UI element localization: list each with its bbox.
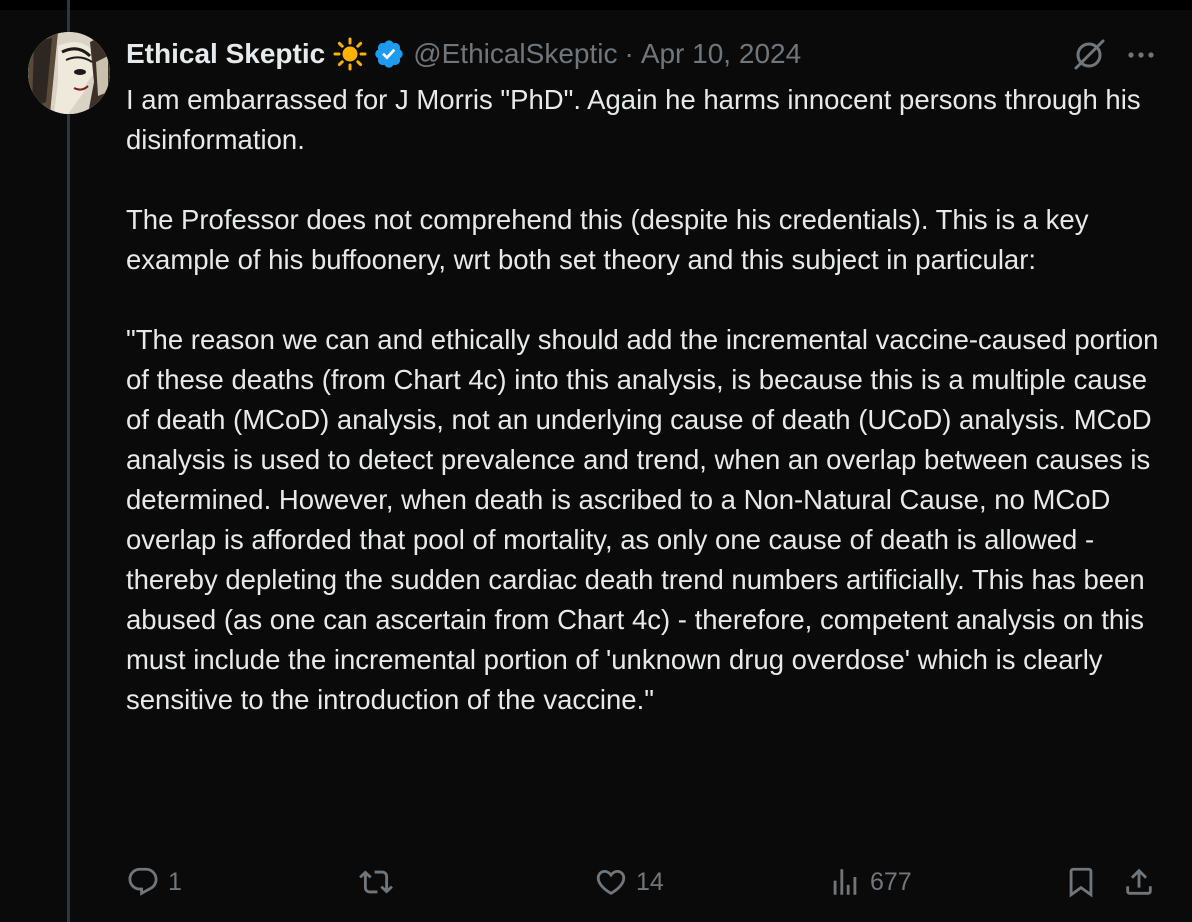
share-button[interactable] [1122,862,1156,902]
sun-emoji-icon [333,37,367,71]
top-separator [0,0,1192,10]
avatar-image [28,32,110,114]
action-bar [126,862,1166,902]
bookmark-button[interactable] [1064,862,1098,902]
tweet-paragraph: "The reason we can and ethically should add the incremental vaccine-caused portion of these deaths (from Chart 4c) into this analysis, is because this is a multiple cause of death (MCoD) analysis, not an underlying cause of death (UCoD) analysis. MCoD analysis is used to detect prevalence and trend, when an overlap between causes is determined. However, when death is ascribed to a Non-Natural Cause, no MCoD overlap is afforded that pool of mortality, as only one cause of death is allowed - thereby depleting the sudden cardiac death trend numbers artificially. This has been abused (as one can ascertain from Chart 4c) - therefore, competent analysis on this must include the incremental portion of 'unknown drug overdose' which is clearly sensitive to the introduction of the vaccine." [126,324,1159,715]
reply-count: 1 [168,867,182,896]
tweet-text [126,80,1166,720]
view-count: 677 [870,867,912,896]
like-count: 14 [636,867,664,896]
more-icon[interactable] [1124,40,1158,70]
reply-button[interactable] [126,862,182,902]
reply-icon [126,865,160,899]
thread-line [67,0,70,922]
like-button[interactable] [594,862,664,902]
like-icon [594,865,628,899]
tweet-paragraph: I am embarrassed for J Morris "PhD". Again he harms innocent persons through his disinformation. [126,84,1141,155]
bookmark-icon [1064,865,1098,899]
post-date[interactable]: Apr 10, 2024 [640,38,802,69]
views-button[interactable] [828,862,912,902]
display-name[interactable]: Ethical Skeptic [126,38,326,69]
header-separator: · [624,38,634,69]
share-icon [1122,865,1156,899]
repost-button[interactable] [358,862,402,902]
tweet-header [126,34,801,74]
views-icon [828,865,862,899]
repost-icon [358,865,394,899]
grok-icon[interactable] [1070,36,1108,74]
user-handle[interactable]: @EthicalSkeptic [413,38,618,69]
verified-badge-icon[interactable] [373,38,405,70]
avatar[interactable] [28,32,110,114]
tweet-paragraph: The Professor does not comprehend this (despite his credentials). This is a key example of his buffoonery, wrt both set theory and this subject in particular: [126,204,1089,275]
